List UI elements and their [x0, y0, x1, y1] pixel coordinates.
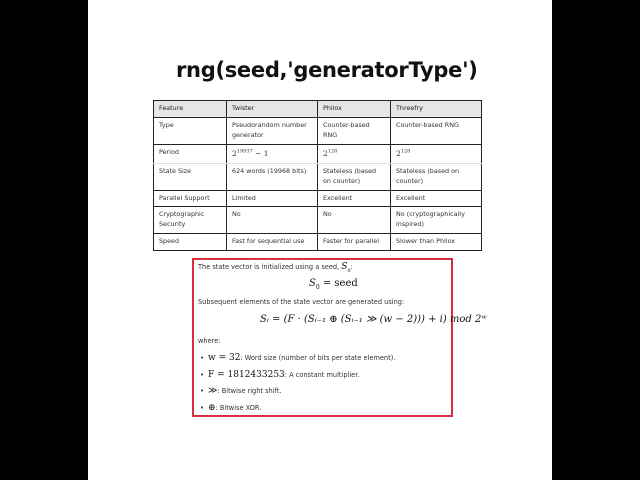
cell-twister: $2^{19937} - 1$	[227, 144, 318, 163]
table-row	[154, 163, 482, 190]
header-feature: Feature	[154, 101, 227, 118]
table-row	[154, 117, 482, 144]
seed-equation: $S_0$ = seed	[309, 278, 358, 291]
list-item: • ⊕: Bitwise XOR.	[208, 402, 395, 419]
table-row	[154, 190, 482, 207]
cell-twister: Pseudorandom number generator	[227, 117, 318, 144]
cell-feature: Type	[154, 117, 227, 144]
cell-threefry: Slower than Philox	[391, 234, 482, 251]
cell-feature: Period	[154, 144, 227, 163]
cell-philox: $2^{128}$	[318, 144, 391, 163]
definitions-list	[194, 352, 395, 418]
header-philox: Philox	[318, 101, 391, 118]
list-item: • F = 1812433253: A constant multiplier.	[208, 369, 395, 386]
subsequent-text: Subsequent elements of the state vector are generated using:	[198, 298, 405, 306]
cell-twister: 624 words (19968 bits)	[227, 163, 318, 190]
cell-philox: Faster for parallel	[318, 234, 391, 251]
table-row	[154, 144, 482, 163]
cell-threefry: No (cryptographically inspired)	[391, 207, 482, 234]
document-page	[88, 0, 552, 480]
table-header-row	[154, 101, 482, 118]
cell-feature: State Size	[154, 163, 227, 190]
cell-threefry: Excellent	[391, 190, 482, 207]
cell-threefry: $2^{128}$	[391, 144, 482, 163]
cell-feature: Speed	[154, 234, 227, 251]
algorithm-explanation-box	[192, 258, 487, 417]
page-title: rng(seed,'generatorType')	[176, 58, 478, 82]
where-text: where:	[198, 337, 221, 345]
cell-threefry: Stateless (based on counter)	[391, 163, 482, 190]
list-item: • w = 32: Word size (number of bits per state element).	[208, 352, 395, 369]
cell-philox: Stateless (based on counter)	[318, 163, 391, 190]
cell-feature: Cryptographic Security	[154, 207, 227, 234]
cell-threefry: Counter-based RNG	[391, 117, 482, 144]
cell-twister: Fast for sequential use	[227, 234, 318, 251]
comparison-table	[153, 100, 482, 251]
header-twister: Twister	[227, 101, 318, 118]
header-threefry: Threefry	[391, 101, 482, 118]
intro-text: The state vector is initialized using a seed, $S_0$:	[198, 262, 353, 274]
list-item: • ≫: Bitwise right shift.	[208, 385, 395, 402]
cell-philox: Excellent	[318, 190, 391, 207]
table-row	[154, 207, 482, 234]
cell-feature: Parallel Support	[154, 190, 227, 207]
table-row	[154, 234, 482, 251]
cell-twister: Limited	[227, 190, 318, 207]
cell-philox: No	[318, 207, 391, 234]
recurrence-equation: Sᵢ = (F · (Sᵢ₋₁ ⊕ (Sᵢ₋₁ ≫ (w − 2))) + i) mod 2ʷ	[260, 314, 487, 325]
cell-twister: No	[227, 207, 318, 234]
cell-philox: Counter-based RNG	[318, 117, 391, 144]
